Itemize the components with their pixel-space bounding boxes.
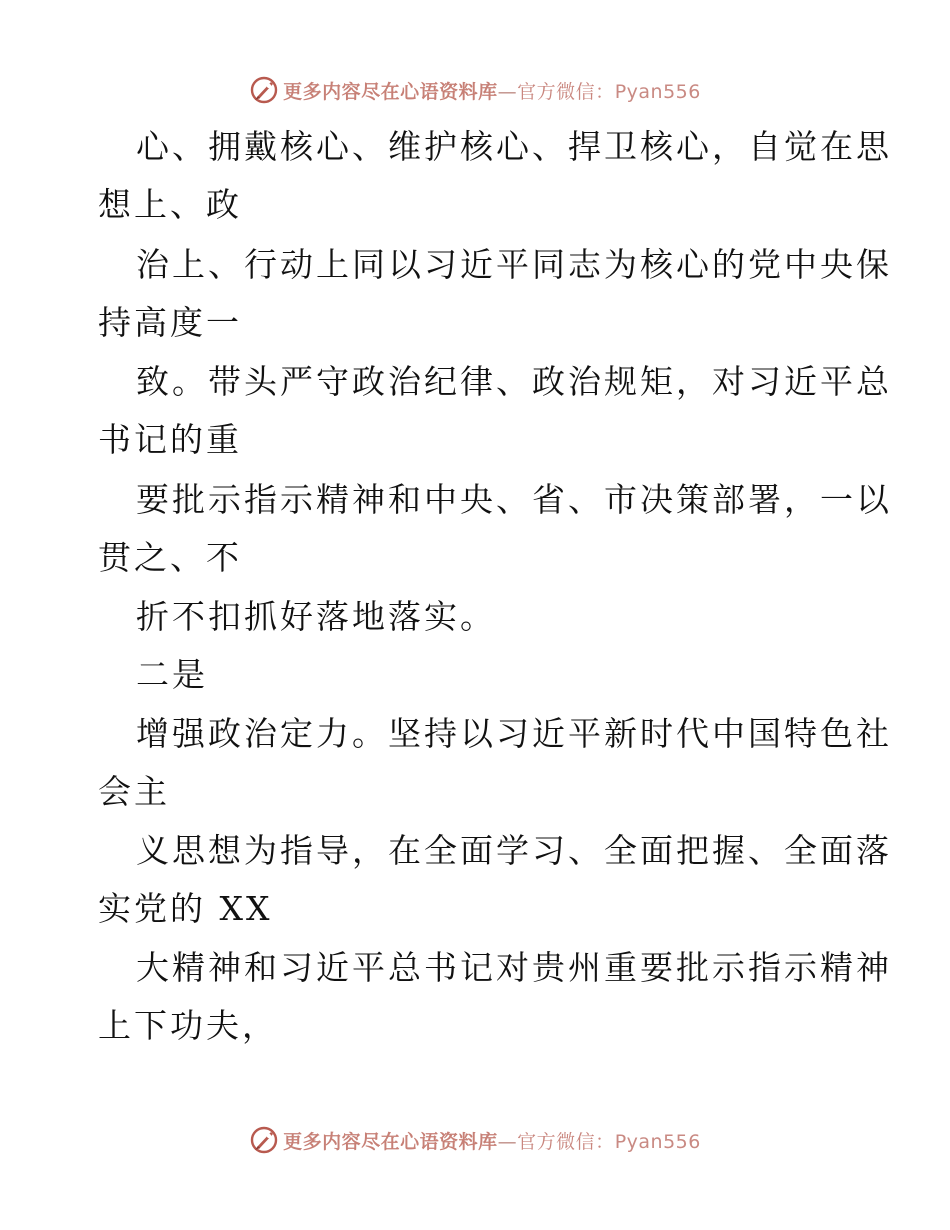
watermark-main-text: 更多内容尽在心语资料库 [283, 1130, 498, 1153]
quill-pen-logo-icon [249, 1125, 279, 1155]
watermark-handle: Pyan556 [614, 80, 701, 103]
header-watermark [0, 70, 950, 110]
body-line: 贯之、不 [98, 538, 242, 577]
body-line: 增强政治定力。坚持以习近平新时代中国特色社 [136, 714, 892, 753]
body-line: 书记的重 [98, 420, 242, 459]
watermark-separator: — [497, 80, 518, 103]
watermark-main-text: 更多内容尽在心语资料库 [283, 80, 498, 103]
body-line: 实党的 XX [98, 889, 273, 928]
body-line: 致。带头严守政治纪律、政治规矩，对习近平总 [136, 362, 892, 401]
watermark-label: 官方微信： [517, 1130, 615, 1153]
body-line: 大精神和习近平总书记对贵州重要批示指示精神 [136, 948, 892, 987]
watermark-separator: — [497, 1130, 518, 1153]
body-line: 二是 [136, 655, 208, 694]
watermark-handle: Pyan556 [614, 1130, 701, 1153]
quill-pen-logo-icon [249, 75, 279, 105]
body-line: 义思想为指导，在全面学习、全面把握、全面落 [136, 831, 892, 870]
body-line: 持高度一 [98, 303, 242, 342]
body-line: 要批示指示精神和中央、省、市决策部署，一以 [136, 480, 892, 519]
body-line: 折不扣抓好落地落实。 [136, 597, 496, 636]
body-line: 心、拥戴核心、维护核心、捍卫核心，自觉在思 [136, 127, 892, 166]
watermark-label: 官方微信： [517, 80, 615, 103]
footer-watermark [0, 1120, 950, 1160]
body-line: 上下功夫， [98, 1006, 278, 1045]
body-line: 会主 [98, 772, 170, 811]
body-line: 治上、行动上同以习近平同志为核心的党中央保 [136, 245, 892, 284]
body-line: 想上、政 [98, 185, 242, 224]
